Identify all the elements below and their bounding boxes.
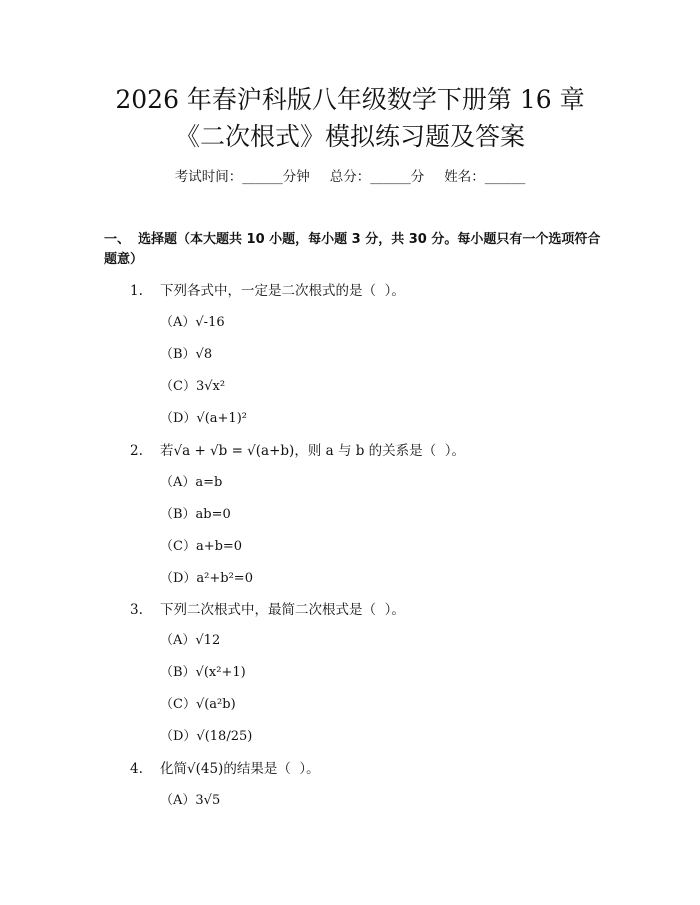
- option-3b: （B）√(x²+1): [160, 665, 246, 680]
- option-1d: （D）√(a+1)²: [160, 411, 247, 426]
- question-4: [130, 760, 320, 778]
- section-heading: [104, 230, 604, 270]
- option-2c: （C）a+b=0: [160, 539, 243, 554]
- question-number: 2.: [130, 443, 143, 459]
- question-number: 4.: [130, 761, 143, 777]
- question-1: [130, 282, 405, 300]
- option-3c: （C）√(a²b): [160, 697, 236, 712]
- option-3d: （D）√(18/25): [160, 729, 253, 744]
- name-field: 姓名：______: [444, 169, 526, 185]
- document-title-line2: 《二次根式》模拟练习题及答案: [174, 122, 525, 151]
- question-2: [130, 442, 465, 460]
- section-title: 选择题（本大题共 10 小题，每小题 3 分，共 30 分。每小题只有一个选项符合题意）: [104, 232, 601, 267]
- exam-time-field: 考试时间：______分钟: [174, 169, 310, 185]
- question-text: 化简√(45)的结果是（ ）。: [160, 761, 320, 777]
- option-2a: （A）a=b: [160, 475, 223, 490]
- option-1c: （C）3√x²: [160, 379, 226, 394]
- exam-info: [0, 168, 700, 186]
- question-text: 若√a + √b = √(a+b)，则 a 与 b 的关系是（ ）。: [160, 443, 466, 459]
- option-1b: （B）√8: [160, 347, 213, 362]
- question-text: 下列各式中，一定是二次根式的是（ ）。: [160, 283, 405, 299]
- question-number: 3.: [130, 602, 143, 618]
- option-2b: （B）ab=0: [160, 507, 231, 522]
- option-3a: （A）√12: [160, 633, 221, 648]
- option-4a: （A）3√5: [160, 793, 221, 808]
- question-number: 1.: [130, 283, 143, 299]
- question-text: 下列二次根式中，最简二次根式是（ ）。: [160, 602, 405, 618]
- option-1a: （A）√-16: [160, 315, 225, 330]
- document-title-line1: 2026 年春沪科版八年级数学下册第 16 章: [115, 85, 585, 114]
- total-score-field: 总分：______分: [329, 169, 425, 185]
- section-number: 一、: [104, 232, 131, 247]
- option-2d: （D）a²+b²=0: [160, 571, 253, 586]
- question-3: [130, 601, 405, 619]
